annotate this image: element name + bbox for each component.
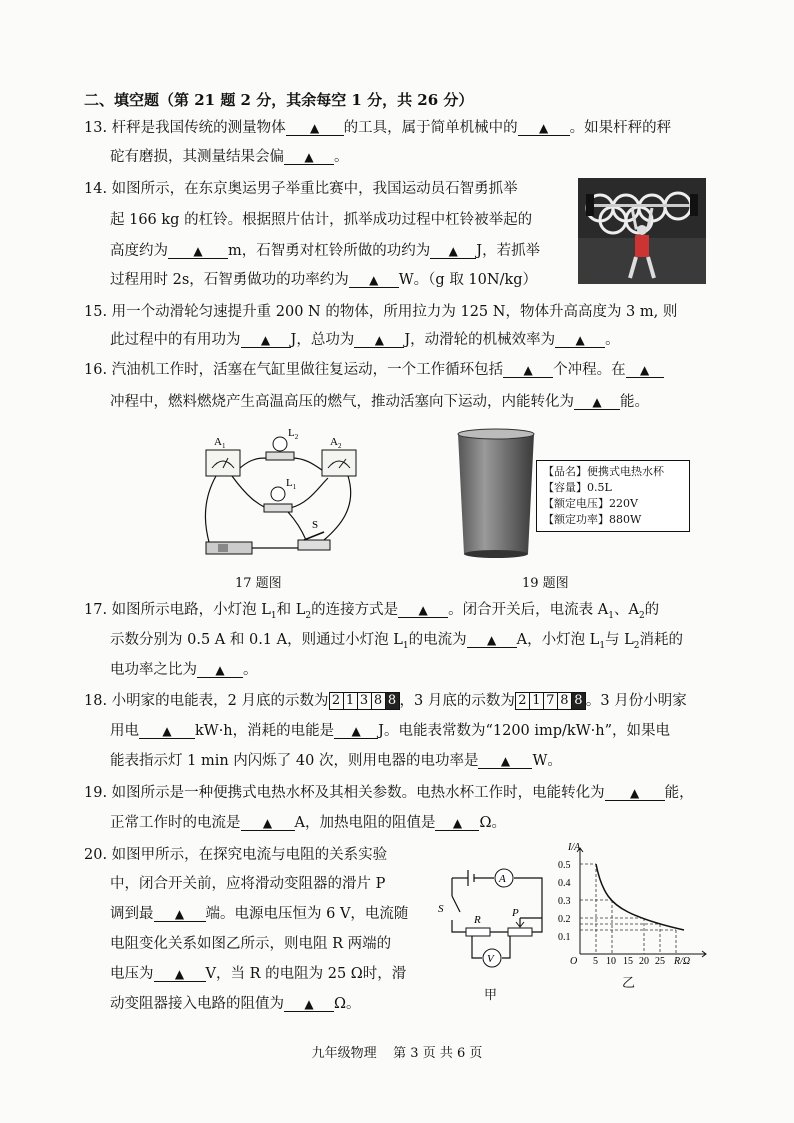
weightlifter-photo — [578, 178, 706, 284]
answer-blank[interactable]: ▲ — [354, 330, 404, 348]
resistor-r-label: R — [474, 914, 481, 926]
answer-blank[interactable]: ▲ — [605, 783, 665, 801]
question-16-line-1: 16. 汽油机工作时，活塞在气缸里做往复运动，一个工作循环包括 ▲ 个冲程。在 ▲ — [84, 360, 664, 380]
question-15-line-2: 此过程中的有用功为 ▲ J，总功为 ▲ J，动滑轮的机械效率为 ▲ 。 — [110, 332, 620, 348]
question-20-line-5: 电压为 ▲ V，当 R 的电阻为 25 Ω时，滑 — [110, 966, 407, 982]
section-title: 二、填空题（第 21 题 2 分，其余每空 1 分，共 26 分） — [84, 91, 474, 109]
answer-blank[interactable]: ▲ — [139, 721, 195, 739]
answer-blank[interactable]: ▲ — [503, 360, 553, 378]
x-tick-label: 20 — [639, 956, 649, 967]
switch-s-label: S — [312, 519, 319, 531]
figure-17-caption: 17 题图 — [235, 576, 282, 591]
answer-blank[interactable]: ▲ — [467, 630, 517, 648]
y-tick-label: 0.3 — [558, 896, 571, 907]
meter-reading-february: 2 1 3 8 8 — [329, 692, 400, 710]
voltmeter-label: V — [487, 953, 494, 965]
question-13-line-1 — [84, 118, 671, 138]
question-20-line-4: 电阻变化关系如图乙所示，则电阻 R 两端的 — [110, 936, 392, 952]
question-20-line-1: 20. 如图甲所示，在探究电流与电阻的关系实验 — [84, 847, 388, 863]
q13-text: 砣有磨损，其测量结果会偏 — [110, 149, 284, 165]
meter-reading-march: 2 1 7 8 8 — [515, 692, 586, 710]
spec-voltage: 【额定电压】220V — [543, 497, 638, 510]
q13-text: 。 — [334, 149, 349, 165]
spec-name: 【品名】便携式电热水杯 — [543, 465, 664, 478]
question-13-line-2 — [110, 147, 349, 167]
spec-power: 【额定功率】880W — [543, 513, 642, 526]
y-tick-label: 0.1 — [558, 932, 571, 943]
circuit-diagram-17 — [188, 428, 378, 562]
answer-blank[interactable]: ▲ — [241, 330, 291, 348]
answer-blank[interactable]: ▲ — [154, 964, 206, 982]
answer-blank[interactable]: ▲ — [555, 330, 605, 348]
question-19-line-1: 19. 如图所示是一种便携式电热水杯及其相关参数。电热水杯工作时，电能转化为 ▲ 能， — [84, 785, 694, 801]
question-14-line-2: 起 166 kg 的杠铃。根据照片估计，抓举成功过程中杠铃被举起的 — [110, 212, 533, 228]
spec-capacity: 【容量】0.5L — [543, 481, 612, 494]
question-19-line-2: 正常工作时的电流是 ▲ A，加热电阻的阻值是 ▲ Ω。 — [110, 815, 507, 831]
answer-blank[interactable]: ▲ — [197, 660, 243, 678]
circuit-diagram-20-jia — [432, 860, 552, 976]
question-18-line-3: 能表指示灯 1 min 内闪烁了 40 次，则用电器的电功率是 ▲ W。 — [110, 753, 562, 769]
y-axis-label: I/A — [568, 842, 581, 853]
answer-blank[interactable]: ▲ — [154, 904, 206, 922]
figure-19-caption: 19 题图 — [522, 576, 569, 591]
answer-blank[interactable]: ▲ — [398, 600, 448, 618]
electric-cup-image — [450, 426, 542, 560]
q13-text: 。如果杆秤的秤 — [569, 120, 672, 136]
answer-blank[interactable]: ▲ — [334, 721, 378, 739]
bulb-l2-label: L — [288, 428, 295, 439]
x-axis-label: R/Ω — [674, 956, 691, 967]
question-14-line-4: 过程用时 2s，石智勇做功的功率约为 ▲ W。（g 取 10N/kg） — [110, 272, 538, 288]
answer-blank[interactable]: ▲ — [284, 994, 334, 1012]
question-18-line-1: 18. 小明家的电能表，2 月底的示数为 2 1 3 8 8 ，3 月底的示数为 2 1 7 8 8 。3 月份小明家 — [84, 693, 687, 709]
question-17-line-3: 电功率之比为 ▲ 。 — [110, 662, 258, 678]
question-20-line-3: 调到最 ▲ 端。电源电压恒为 6 V，电流随 — [110, 906, 409, 922]
question-18-line-2: 用电 ▲ kW·h，消耗的电能是 ▲ J。电能表常数为“1200 imp/kW·h”，如果电 — [110, 723, 670, 739]
answer-blank[interactable]: ▲ — [241, 813, 295, 831]
svg-text:L1: $L_1$ — [286, 477, 297, 491]
origin-label: O — [570, 956, 578, 967]
current-resistance-graph — [556, 842, 716, 972]
question-14-line-1: 14. 如图所示，在东京奥运男子举重比赛中，我国运动员石智勇抓举 — [84, 181, 518, 197]
q13-text: 13. 杆秤是我国传统的测量物体 — [84, 120, 286, 136]
ammeter-label: A — [499, 873, 506, 885]
svg-text:A2: $A_2$ — [330, 436, 342, 450]
answer-blank[interactable]: ▲ — [518, 118, 570, 136]
question-20-line-2: 中，闭合开关前，应将滑动变阻器的滑片 P — [110, 876, 386, 892]
figure-20-jia-caption: 甲 — [484, 988, 498, 1003]
y-tick-label: 0.2 — [558, 914, 571, 925]
answer-blank[interactable]: ▲ — [478, 751, 532, 769]
answer-blank[interactable]: ▲ — [284, 147, 334, 165]
answer-blank[interactable]: ▲ — [286, 118, 344, 136]
x-tick-label: 5 — [593, 956, 598, 967]
y-tick-label: 0.4 — [558, 878, 571, 889]
answer-blank[interactable]: ▲ — [435, 813, 479, 831]
question-14-line-3: 高度约为 ▲ m，石智勇对杠铃所做的功约为 ▲ J，若抓举 — [110, 243, 541, 259]
page-footer: 九年级物理 第 3 页 共 6 页 — [311, 1046, 483, 1061]
bulb-l1-label: L — [286, 477, 293, 489]
question-17-line-1: 17. 如图所示电路，小灯泡 $L_1$和 $L_2$的连接方式是 ▲ 。闭合开关后，电流表 $A_1$、$A_2$的 — [84, 602, 660, 621]
answer-blank[interactable]: ▲ — [349, 270, 399, 288]
answer-blank[interactable]: ▲ — [626, 360, 664, 378]
answer-blank[interactable]: ▲ — [430, 241, 476, 259]
question-16-line-2: 冲程中，燃料燃烧产生高温高压的燃气，推动活塞向下运动，内能转化为 ▲ 能。 — [110, 394, 649, 410]
x-tick-label: 10 — [606, 956, 616, 967]
cup-spec-box — [536, 460, 690, 532]
q13-text: 的工具，属于简单机械中的 — [343, 120, 518, 136]
question-20-line-6: 动变阻器接入电路的阻值为 ▲ Ω。 — [110, 996, 361, 1012]
x-tick-label: 15 — [623, 956, 633, 967]
svg-text:L2: $L_2$ — [288, 428, 299, 441]
ammeter-a1-label: A — [214, 436, 222, 448]
slider-p-label: P — [512, 907, 519, 919]
y-tick-label: 0.5 — [558, 860, 571, 871]
figure-20-yi-caption: 乙 — [622, 976, 636, 991]
answer-blank[interactable]: ▲ — [574, 392, 620, 410]
answer-blank[interactable]: ▲ — [168, 241, 228, 259]
ammeter-a2-label: A — [330, 436, 338, 448]
x-tick-label: 25 — [655, 956, 665, 967]
switch-label: S — [438, 903, 444, 915]
question-17-line-2: 示数分别为 0.5 A 和 0.1 A，则通过小灯泡 $L_1$的电流为 ▲ A，小灯泡 $L_1$与 $L_2$消耗的 — [110, 632, 684, 651]
question-15-line-1: 15. 用一个动滑轮匀速提升重 200 N 的物体，所用拉力为 125 N，物体升高高度为 3 m, 则 — [84, 304, 678, 320]
svg-text:A1: $A_1$ — [214, 436, 226, 450]
